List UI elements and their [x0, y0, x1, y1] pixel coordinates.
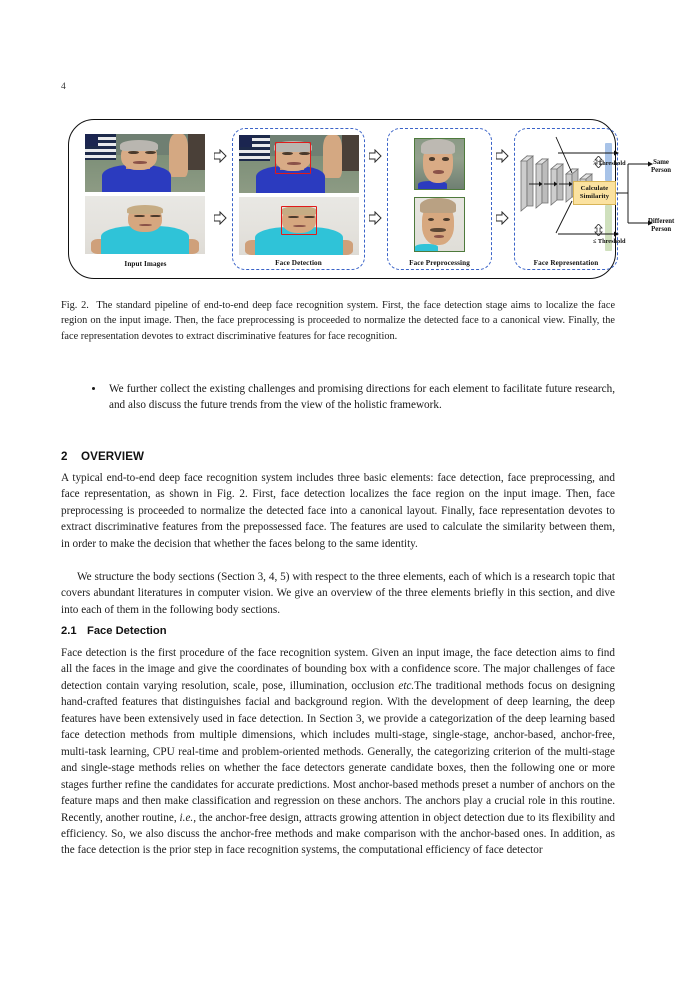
figure-caption-text: The standard pipeline of end-to-end deep face recognition system. First, the face detection stage aims to localize the face region on the input image. Then, the face preprocessing is proceeded to normalize the detected face to a canonical view. Finally, the face representation devotes to extract discriminative features for face recognition. [61, 300, 616, 342]
figure-caption [61, 298, 615, 344]
page-number: 4 [61, 82, 66, 92]
calculate-similarity-box: Calculate Similarity [573, 181, 616, 205]
panel-label-input-images: Input Images [124, 260, 167, 268]
italic-etc: etc. [398, 679, 415, 692]
threshold-below-label: ≤ Threshold [593, 238, 626, 245]
section-title: OVERVIEW [81, 450, 145, 463]
subsection-number: 2.1 [61, 625, 77, 637]
subsection-title: Face Detection [87, 625, 167, 637]
bullet-list [91, 381, 615, 414]
heading-section-2-1 [61, 625, 615, 637]
figure-caption-label: Fig. 2. [61, 300, 89, 311]
list-item: • We further collect the existing challenges and promising directions for each element to facilitate future research, and also discuss the future trends from the view of the holistic framework. [105, 381, 615, 414]
outcome-same-person: Same Person [651, 159, 672, 175]
outcome-different-person: Different Person [648, 218, 675, 234]
heading-section-2 [61, 450, 615, 463]
panel-label-face-preprocessing: Face Preprocessing [409, 259, 470, 267]
section-number: 2 [61, 450, 68, 463]
paragraph-overview-2: We structure the body sections (Section 3, 4, 5) with respect to the three elements, each of which is a research topic that covers abundant literatures in computer vision. We give an overview of the three elements briefly in this section, and dive into each of them in the following body sections. [61, 571, 615, 616]
paragraph-face-detection: Face detection is the first procedure of the face recognition system. Given an input image, the face detection aims to find all the faces in the image and give the coordinates of bounding box with a confidence score. The major challenges of face detection contain varying resolution, scale, pose, illumination, occlusion etc.The traditional methods focus on designing hand-crafted features that distinguishes facial and background region. With the development of deep learning, the deep features have been extensively used in face detection. In Section 3, we provide a categorization of the deep learning based face detection methods from multiple dimensions, which includes multi-stage, single-stage, anchor-based, anchor-free, multi-task learning, CPU real-time and problem-oriented methods. Generally, the categorizing criterion of the multi-stage and single-stage methods relies on whether the face detectors generate candidate boxes, then the following one or more stages further refine the candidates for accurate predictions. Most anchor-based methods preset a number of anchors on the feature maps and then make classification and regression on these anchors. The anchors play a crucial role in this routine. Recently, another routine, i.e., the anchor-free design, attracts growing attention in object detection due to its flexibility and efficiency. So, we also discuss the anchor-free methods and make comparison with the anchor-based ones. In addition, as the face detection is the prior step in face recognition systems, the computational efficiency of face detector [61, 647, 615, 857]
paragraph-overview-1: A typical end-to-end deep face recognition system includes three basic elements: face detection, face preprocessing, and face representation, as shown in Fig. 2. First, face detection localizes the face region on the input image. Then, face preprocessing is proceeded to normalize the detected face into a canonical layout. Finally, face representation devotes to extract discriminative features from the prepossessed face. The features are used to calculate the similarity between them, in order to make the decision that whether the faces belong to the same identity. [61, 472, 615, 550]
threshold-above-label: > Threshold [593, 160, 626, 167]
panel-label-face-representation: Face Representation [533, 259, 599, 267]
italic-ie: i.e., [179, 811, 197, 824]
panel-label-face-detection: Face Detection [275, 259, 322, 267]
figure-decision-tree [68, 119, 675, 279]
